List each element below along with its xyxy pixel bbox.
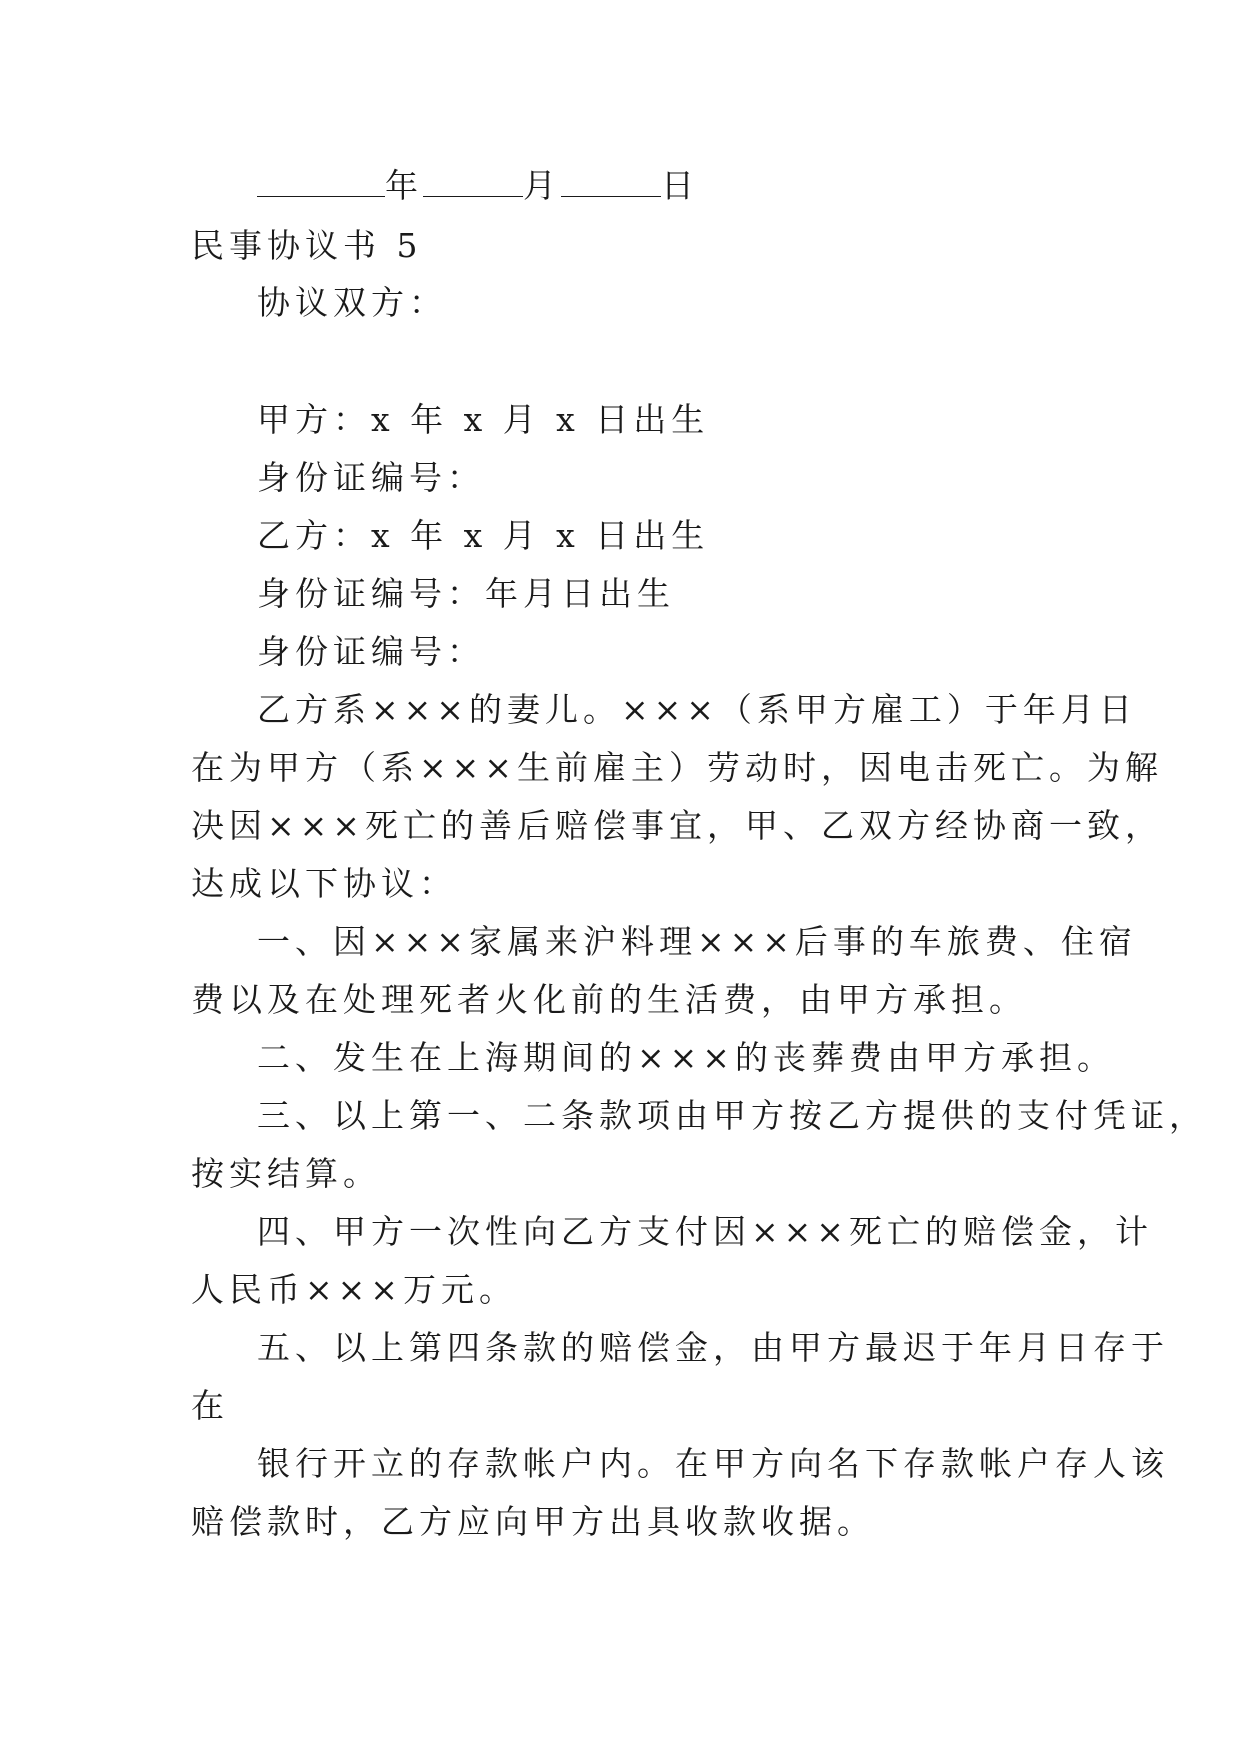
party-a-line: 甲方：x 年 x 月 x 日出生 [257,400,710,439]
party-a-id-line: 身份证编号： [257,458,485,497]
intro-line: 决因×××死亡的善后赔偿事宜，甲、乙双方经协商一致， [191,806,1163,845]
month-label: 月 [523,166,561,205]
clause-1-line: 费以及在处理死者火化前的生活费，由甲方承担。 [191,980,1027,1019]
parties-heading: 协议双方： [257,283,447,322]
clause-3-line: 三、以上第一、二条款项由甲方按乙方提供的支付凭证， [257,1096,1207,1135]
clause-5-line: 五、以上第四条款的赔偿金，由甲方最迟于年月日存于 [257,1328,1169,1367]
clause-5-continued-line: 银行开立的存款帐户内。在甲方向名下存款帐户存人该 [257,1444,1169,1483]
clause-1-line: 一、因×××家属来沪料理×××后事的车旅费、住宿 [257,922,1137,961]
year-blank [257,168,385,197]
intro-line: 在为甲方（系×××生前雇主）劳动时，因电击死亡。为解 [191,748,1163,787]
intro-line: 乙方系×××的妻儿。×××（系甲方雇工）于年月日 [257,690,1137,729]
clause-4-line: 人民币×××万元。 [191,1270,517,1309]
party-b-line: 乙方：x 年 x 月 x 日出生 [257,516,710,555]
clause-5-continued-line: 赔偿款时，乙方应向甲方出具收款收据。 [191,1502,875,1541]
clause-2-line: 二、发生在上海期间的×××的丧葬费由甲方承担。 [257,1038,1115,1077]
clause-5-line: 在 [191,1386,229,1425]
month-blank [423,168,523,197]
date-line [257,166,699,206]
intro-line: 达成以下协议： [191,864,457,903]
day-blank [561,168,661,197]
year-label: 年 [385,166,423,205]
document-title: 民事协议书 5 [191,226,423,265]
party-c-id-line: 身份证编号： [257,632,485,671]
party-b-id-line: 身份证编号：年月日出生 [257,574,675,613]
day-label: 日 [661,166,699,205]
clause-3-line: 按实结算。 [191,1154,381,1193]
clause-4-line: 四、甲方一次性向乙方支付因×××死亡的赔偿金，计 [257,1212,1153,1251]
